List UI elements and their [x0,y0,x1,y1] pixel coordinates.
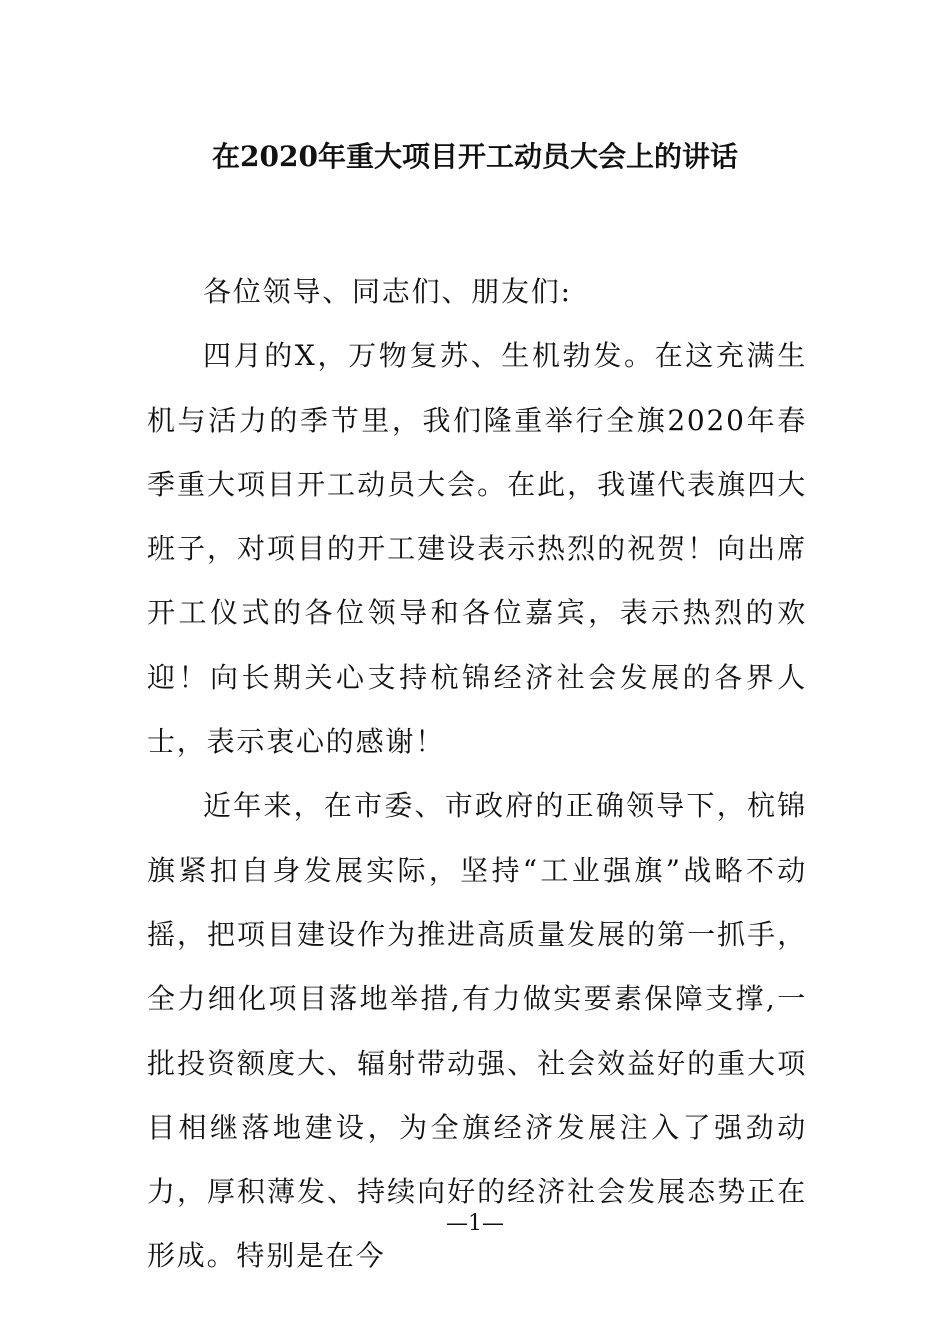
paragraph-2: 近年来，在市委、市政府的正确领导下，杭锦旗紧扣自身发展实际，坚持“工业强旗”战略不动摇，把项目建设作为推进高质量发展的第一抓手，全力细化项目落地举措,有力做实要素保障支撑,一批投资额度大、辐射带动强、社会效益好的重大项目相继落地建设，为全旗经济发展注入了强劲动力，厚积薄发、持续向好的经济社会发展态势正在形成。特别是在今 [147,789,807,1273]
page-number: —1— [446,1211,504,1236]
document-body [147,260,807,1289]
paragraph-1: 四月的X，万物复苏、生机勃发。在这充满生机与活力的季节里，我们隆重举行全旗2020年春季重大项目开工动员大会。在此，我谨代表旗四大班子，对项目的开工建设表示热烈的祝贺！向出席开工仪式的各位领导和各位嘉宾，表示热烈的欢迎！向长期关心支持杭锦经济社会发展的各界人士，表示衷心的感谢！ [147,339,807,759]
salutation: 各位领导、同志们、朋友们: [203,275,572,308]
document-title: 在2020年重大项目开工动员大会上的讲话 [212,140,738,173]
